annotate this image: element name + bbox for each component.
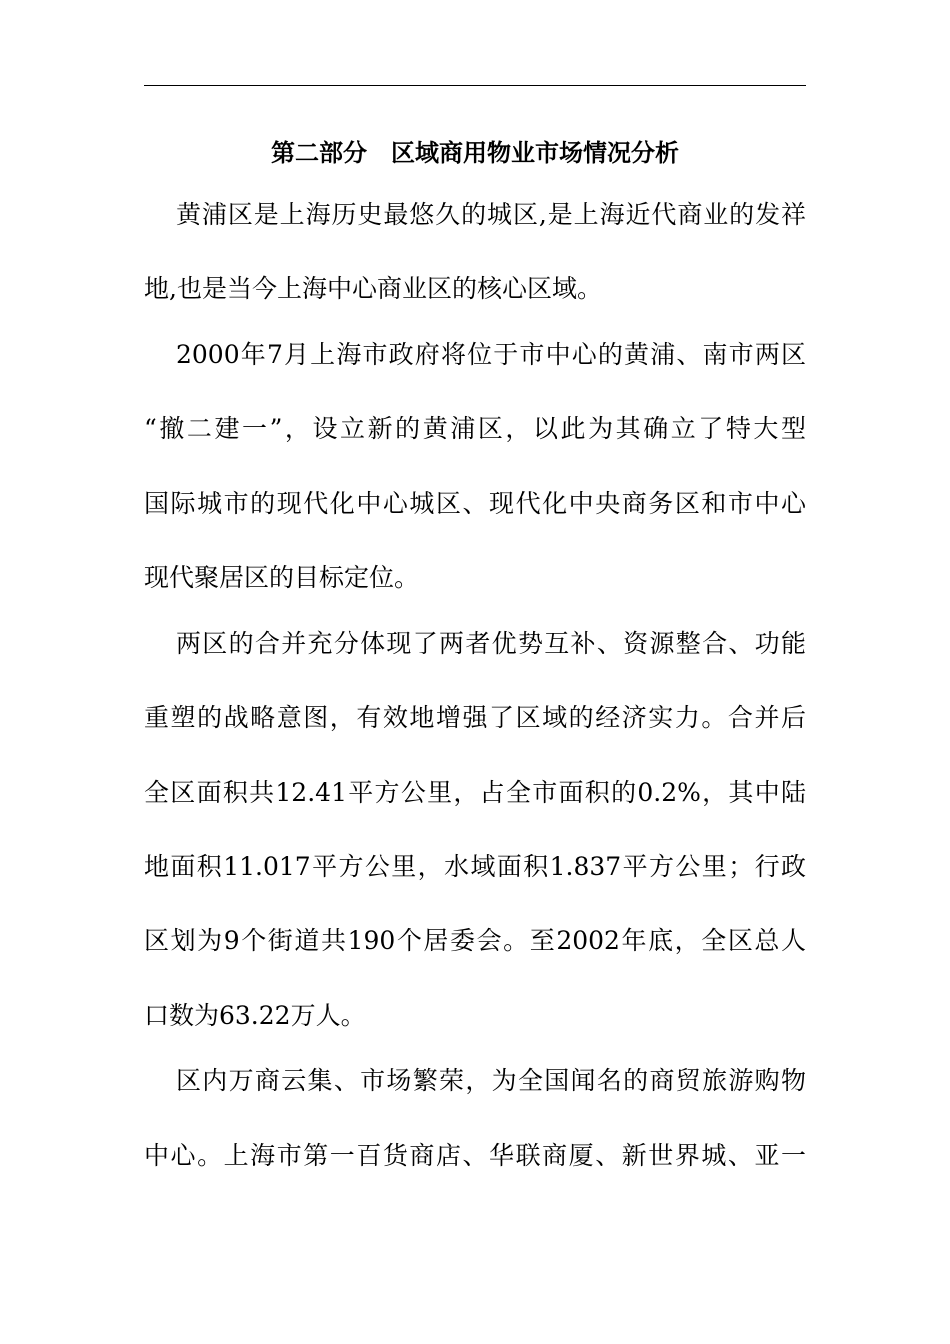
paragraph-1-line-1: 黄浦区是上海历史最悠久的城区,是上海近代商业的发祥: [176, 200, 806, 229]
paragraph-1-line-2: 地,也是当今上海中心商业区的核心区域。: [144, 274, 602, 303]
paragraph-3-line-1: 两区的合并充分体现了两者优势互补、资源整合、功能: [176, 629, 806, 658]
paragraph-2-line-3: 国际城市的现代化中心城区、现代化中央商务区和市中心: [144, 489, 806, 518]
header-rule: [144, 85, 806, 86]
paragraph-4-line-2: 中心。上海市第一百货商店、华联商厦、新世界城、亚一: [144, 1141, 806, 1170]
paragraph-2-line-2: “撤二建一”，设立新的黄浦区，以此为其确立了特大型: [144, 414, 806, 443]
paragraph-3-line-5: 区划为9个街道共190个居委会。至2002年底，全区总人: [144, 926, 806, 955]
paragraph-3-line-3: 全区面积共12.41平方公里，占全市面积的0.2%，其中陆: [144, 778, 806, 807]
section-title: 第二部分 区域商用物业市场情况分析: [271, 138, 679, 167]
paragraph-4-line-1: 区内万商云集、市场繁荣，为全国闻名的商贸旅游购物: [176, 1066, 806, 1095]
paragraph-2-line-4: 现代聚居区的目标定位。: [144, 563, 420, 592]
paragraph-3-line-4: 地面积11.017平方公里，水域面积1.837平方公里；行政: [144, 852, 806, 881]
paragraph-3-line-2: 重塑的战略意图，有效地增强了区域的经济实力。合并后: [144, 703, 806, 732]
paragraph-3-line-6: 口数为63.22万人。: [144, 1001, 366, 1030]
paragraph-2-line-1: 2000年7月上海市政府将位于市中心的黄浦、南市两区: [176, 340, 806, 369]
